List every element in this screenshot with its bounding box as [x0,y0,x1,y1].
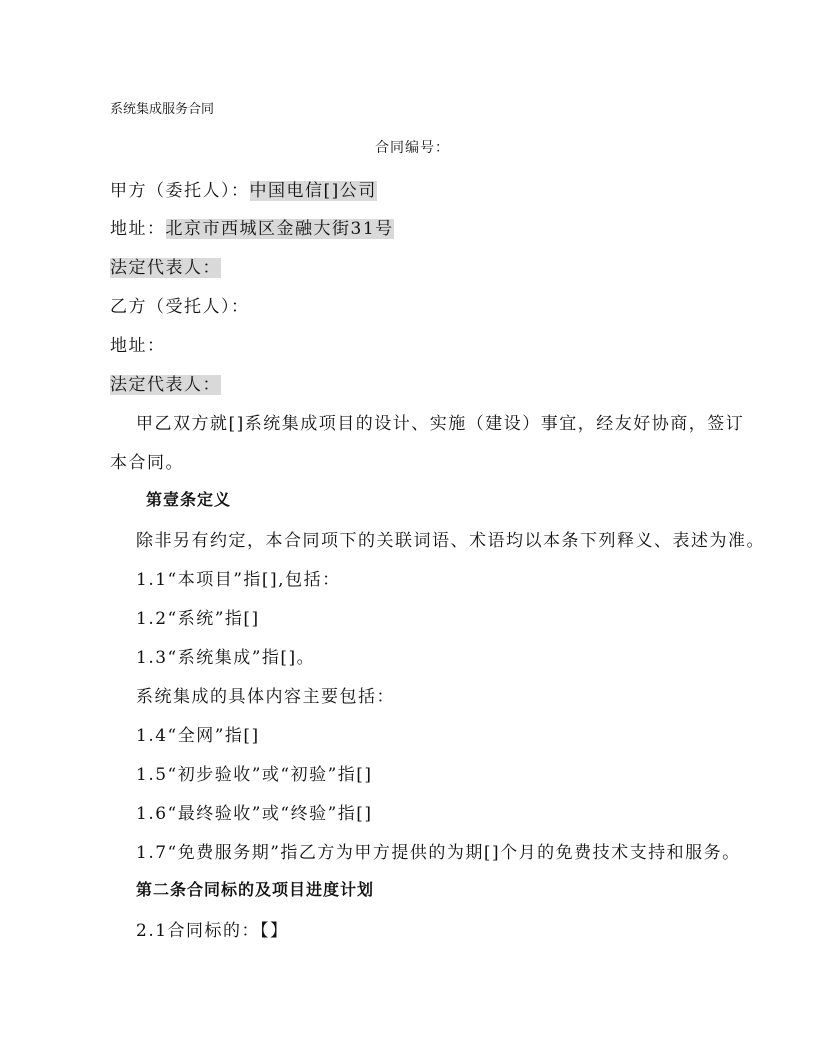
document-title: 系统集成服务合同 [110,102,215,117]
intro-line-2: 本合同。 [110,453,184,473]
party-b-address-label: 地址： [110,336,166,356]
article-1-item: 1.1“本项目”指[],包括： [136,570,341,590]
party-a-address-label: 地址： [110,219,166,239]
article-1-item: 1.4“全网”指[] [136,726,260,746]
article-1-intro: 除非另有约定，本合同项下的关联词语、术语均以本条下列释义、表述为准。 [136,531,765,551]
party-a-rep-line [110,253,221,278]
party-a-address: 北京市西城区金融大街31号 [165,219,394,239]
party-b-line [110,292,250,317]
article-1-item: 系统集成的具体内容主要包括： [136,687,395,707]
party-b-label: 乙方（受托人）： [110,297,250,317]
party-b-rep-line [110,370,221,395]
article-1-item: 1.7“免费服务期”指乙方为甲方提供的为期[]个月的免费技术支持和服务。 [136,843,741,863]
article-1-item: 1.6“最终验收”或“终验”指[] [136,804,373,824]
party-b-rep-label: 法定代表人： [110,375,221,395]
article-1-item: 1.2“系统”指[] [136,609,260,629]
article-2-heading: 第二条合同标的及项目进度计划 [136,880,375,899]
party-a-address-line [110,214,394,239]
article-1-heading: 第壹条定义 [146,490,232,509]
article-2-item: 2.1合同标的：【】 [136,921,289,941]
party-a-name: 中国电信[]公司 [249,181,377,201]
party-b-address-line [110,331,166,356]
party-a-rep-label: 法定代表人： [110,258,221,278]
intro-line-1: 甲乙双方就[]系统集成项目的设计、实施（建设）事宜，经友好协商，签订 [136,414,745,434]
article-1-item: 1.3“系统集成”指[]。 [136,648,316,668]
contract-number-label: 合同编号： [375,140,450,156]
article-1-item: 1.5“初步验收”或“初验”指[] [136,765,373,785]
party-a-line [110,176,377,201]
party-a-label: 甲方（委托人）： [110,181,250,201]
